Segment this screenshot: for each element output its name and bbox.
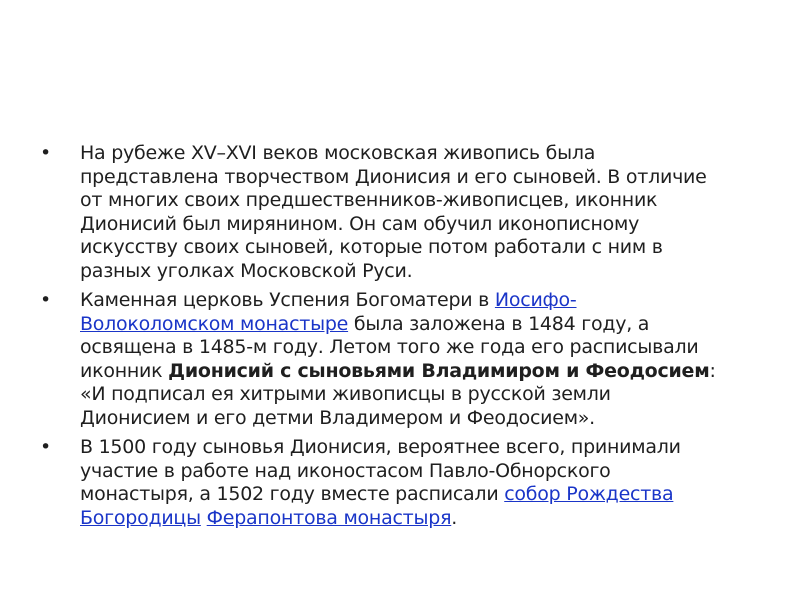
bullet-text-part: . [451, 506, 458, 529]
bullet-text-part: была заложена в 1484 году, а освящена в 1485-м году. Летом того же года его расписывали иконник [80, 312, 699, 382]
bullet-item-2 [40, 289, 720, 430]
link-iosifo-volokolamsk-monastery[interactable]: Иосифо-Волоколомском монастыре [80, 289, 577, 335]
bullet-text-part: В 1500 году сыновья Дионисия, вероятнее всего, принимали участие в работе над иконостасом Павло-Обнорского монастыря, а 1502 году вместе расписали [80, 436, 681, 505]
bullet-item-3 [40, 436, 720, 530]
bullet-text-part: Каменная церковь Успения Богоматери в [80, 289, 495, 311]
link-ferapontov-monastery[interactable]: Ферапонтова монастыря [206, 506, 452, 529]
bullet-marker: • [40, 142, 51, 164]
bold-text-dionisy-sons: Дионисий с сыновьями Владимиром и Феодосием [168, 359, 710, 382]
bullet-marker: • [40, 436, 51, 458]
bullet-text-part: : «И подписал ея хитрыми живописцы в русской земли Дионисием и его детми Владимером и Феодосием». [80, 359, 716, 429]
bullet-list [40, 142, 720, 536]
bullet-item-1 [40, 142, 720, 283]
bullet-text: На рубеже XV–XVI веков московская живопись была представлена творчеством Дионисия и его сыновей. В отличие от многих своих предшественников-живописцев, иконник Дионисий был мирянином. Он сам обучил иконописному искусству своих сыновей, которые потом работали с ним в разных уголках Московской Руси. [80, 142, 707, 282]
link-nativity-cathedral[interactable]: собор Рождества Богородицы [80, 483, 674, 529]
bullet-marker: • [40, 289, 51, 311]
